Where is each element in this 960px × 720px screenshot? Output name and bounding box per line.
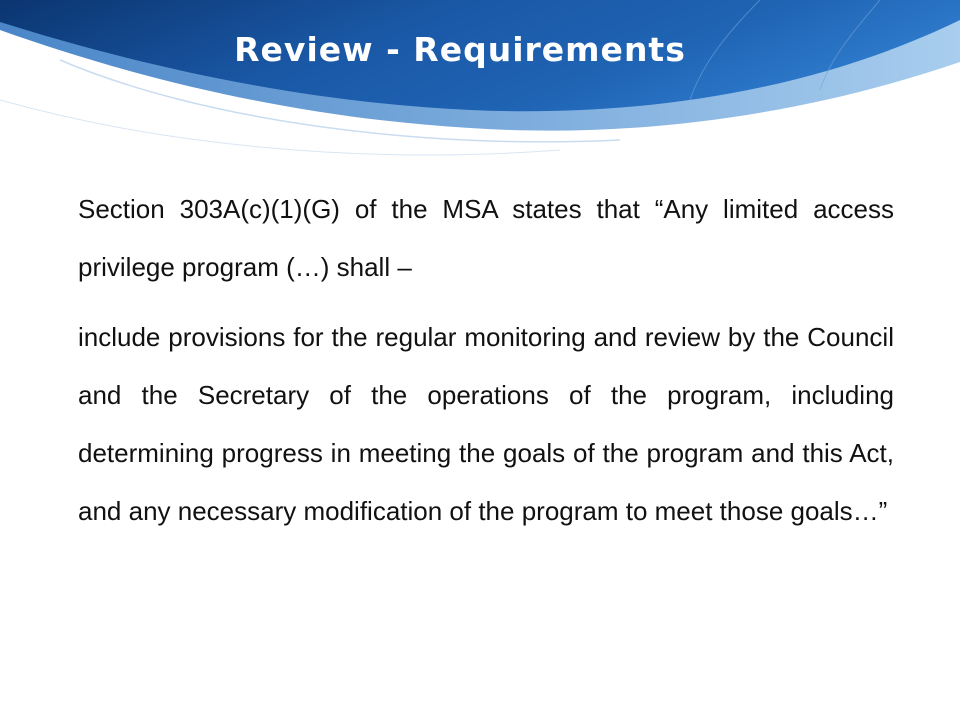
- body-paragraph-intro: Section 303A(c)(1)(G) of the MSA states that “Any limited access privilege program (…) shall –: [78, 194, 894, 282]
- body-paragraph-quote: include provisions for the regular monitoring and review by the Council and the Secretary of the operations of the program, including determining progress in meeting the goals of the program and this Act, and any necessary modification of the program to meet those goals…”: [78, 322, 894, 526]
- slide-title: Review - Requirements: [234, 30, 686, 69]
- header-banner: [0, 0, 960, 160]
